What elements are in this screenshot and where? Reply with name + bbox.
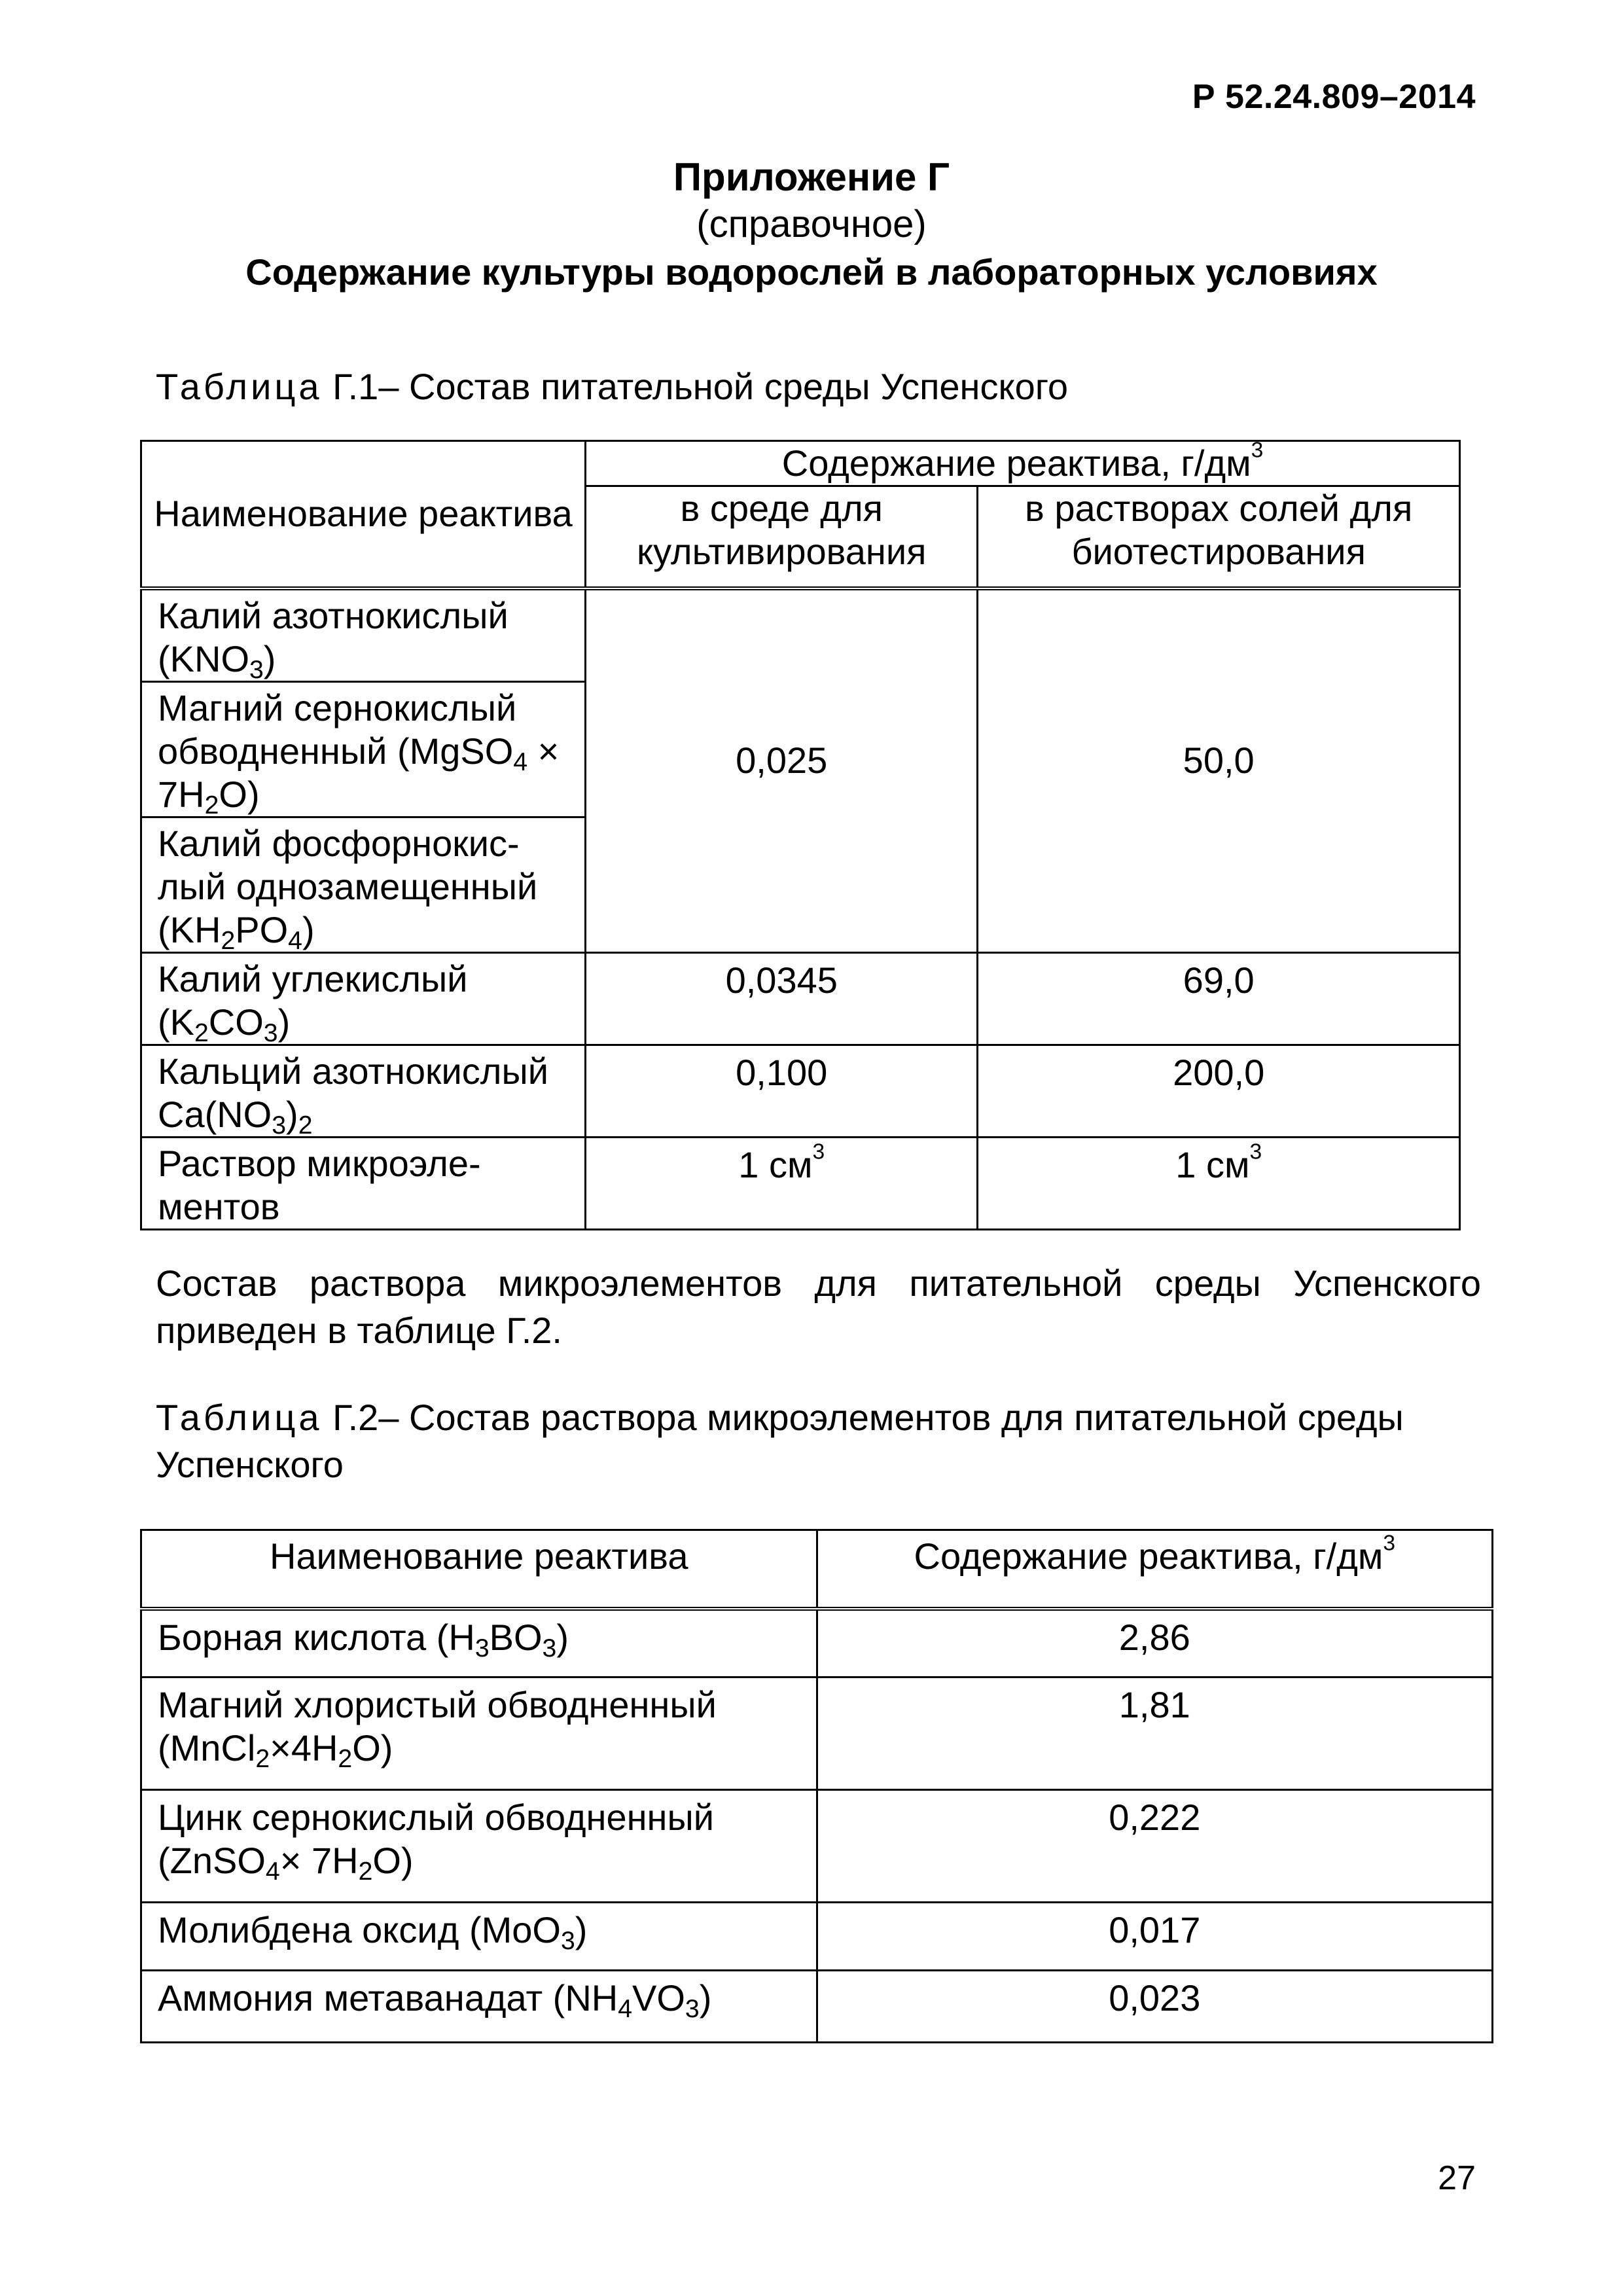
table1-caption-number: Г.1–	[322, 366, 410, 407]
page-number: 27	[1438, 2159, 1476, 2197]
table-row	[141, 1045, 1460, 1137]
table2-caption-prefix: Таблица	[156, 1397, 323, 1438]
reagent-name: Магний сернокислый обводненный (MgSO$_4$ × $7H_2O$)	[141, 681, 586, 817]
reagent-name: Аммония метаванадат $(NH_4VO_3)$	[141, 1970, 817, 2042]
annex-subtitle: (справочное)	[696, 203, 927, 245]
table2-header-content: Содержание реактива, $г/дм^3$	[817, 1530, 1492, 1609]
value-biotest: 69,0	[978, 952, 1460, 1045]
table-row	[141, 1609, 1493, 1677]
reagent-value: 0,023	[817, 1970, 1492, 2042]
reagent-value: 1,81	[817, 1677, 1492, 1789]
value-culture: 1 $см^3$	[586, 1137, 978, 1229]
value-culture: 0,0345	[586, 952, 978, 1045]
reagent-name: Цинк сернокислый обводненный (ZnSO$_4$× $7H_2O$)	[141, 1789, 817, 1902]
table-row	[141, 1137, 1460, 1229]
table1-header-content: Содержание реактива, $г/дм^3$	[586, 441, 1460, 486]
reagent-value: 0,222	[817, 1789, 1492, 1902]
table1-header-name: Наименование реактива	[141, 441, 586, 588]
reagent-name: Калий углекислый $(K_2CO_3)$	[141, 952, 586, 1045]
reagent-value: 2,86	[817, 1609, 1492, 1677]
table1-caption-prefix: Таблица	[156, 366, 323, 407]
table2-header-name: Наименование реактива	[141, 1530, 817, 1609]
table1-header-culture: в среде для культивирования	[586, 486, 978, 588]
annex-header	[0, 154, 1623, 296]
table-row	[141, 1902, 1493, 1970]
value-biotest: 1 $см^3$	[978, 1137, 1460, 1229]
value-culture-group: 0,025	[586, 588, 978, 953]
reagent-name: Раствор микроэле-ментов	[141, 1137, 586, 1229]
value-biotest: 200,0	[978, 1045, 1460, 1137]
table1-caption-text: Состав питательной среды Успенского	[409, 366, 1069, 407]
table-row	[141, 1789, 1493, 1902]
reagent-name: Калий азотнокислый $(KNO_3)$	[141, 588, 586, 682]
reagent-value: 0,017	[817, 1902, 1492, 1970]
annex-title: Приложение Г	[673, 155, 950, 199]
reagent-name: Борная кислота $(H_3BO_3)$	[141, 1609, 817, 1677]
table1-header-biotest: в растворах солей для биотестирования	[978, 486, 1460, 588]
table-row	[141, 952, 1460, 1045]
annex-heading: Содержание культуры водорослей в лабораторных условиях	[245, 251, 1378, 293]
reagent-name: Магний хлористый обводненный $(MnCl_2\times 4H_2O)$	[141, 1677, 817, 1789]
table2-caption-text: Состав раствора микроэлементов для питательной среды Успенского	[156, 1397, 1404, 1485]
table-row	[141, 1970, 1493, 2042]
table-row	[141, 1677, 1493, 1789]
document-code: Р 52.24.809–2014	[1192, 78, 1476, 116]
reagent-name: Молибдена оксид (MoO$_3$)	[141, 1902, 817, 1970]
table2-caption	[156, 1394, 1491, 1488]
value-culture: 0,100	[586, 1045, 978, 1137]
table-row	[141, 588, 1460, 682]
reagent-name: Калий фосфорнокис-лый однозамещенный $(KH_2PO_4)$	[141, 817, 586, 952]
table-microelements	[140, 1529, 1493, 2043]
table1-caption	[156, 363, 1491, 410]
table-nutrient-medium	[140, 440, 1461, 1230]
reagent-name: Кальций азотнокислый $Ca(NO_3)_2$	[141, 1045, 586, 1137]
table2-caption-number: Г.2–	[322, 1397, 410, 1438]
body-paragraph: Состав раствора микроэлементов для питательной среды Успенского приведен в таблице Г.2.	[156, 1263, 1481, 1351]
value-biotest-group: 50,0	[978, 588, 1460, 953]
